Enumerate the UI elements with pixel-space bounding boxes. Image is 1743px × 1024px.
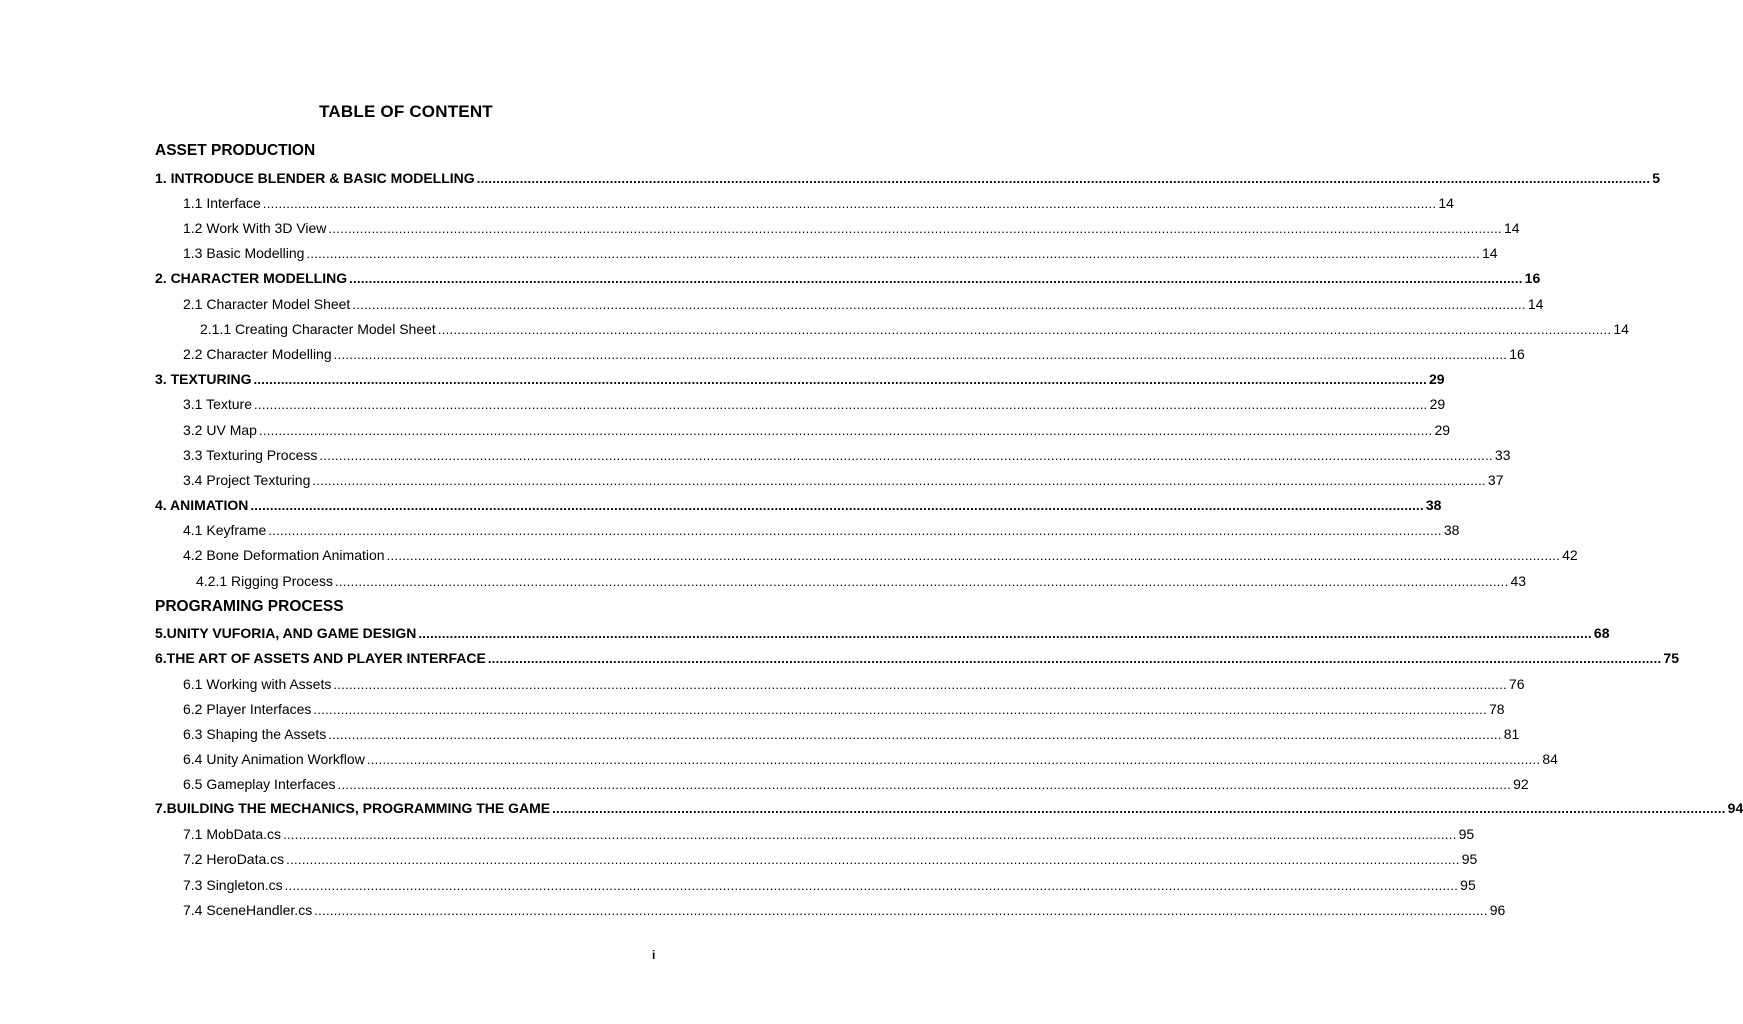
dot-leader: ............................................................................................................................................................................................................................................................................................................ [418, 626, 1592, 641]
dot-leader: ............................................................................................................................................................................................................................................................................................................ [487, 651, 1662, 666]
dot-leader: ............................................................................................................................................................................................................................................................................................................ [319, 448, 1493, 463]
dot-leader: ............................................................................................................................................................................................................................................................................................................ [254, 397, 1428, 412]
toc-entry-label: 3.2 UV Map [183, 422, 257, 438]
dot-leader: ............................................................................................................................................................................................................................................................................................................ [349, 271, 1523, 286]
toc-entry[interactable] [155, 799, 1743, 817]
toc-entry[interactable] [183, 825, 1475, 843]
toc-entry-label: 6.2 Player Interfaces [183, 701, 312, 717]
toc-entry-label: 1.1 Interface [183, 195, 261, 211]
dot-leader: ............................................................................................................................................................................................................................................................................................................ [476, 171, 1651, 186]
toc-entry-page: 75 [1663, 650, 1679, 666]
section-heading-programing-process: PROGRAMING PROCESS [155, 598, 344, 615]
dot-leader: ............................................................................................................................................................................................................................................................................................................ [284, 878, 1459, 893]
toc-entry[interactable] [183, 471, 1504, 489]
toc-entry[interactable] [183, 775, 1529, 793]
toc-entry-label: 2. CHARACTER MODELLING [155, 270, 348, 286]
toc-entry-page: 33 [1494, 447, 1511, 463]
toc-entry-page: 43 [1510, 573, 1527, 589]
toc-entry-page: 42 [1562, 547, 1578, 563]
toc-entry[interactable] [183, 345, 1525, 363]
toc-entry[interactable] [155, 169, 1661, 187]
dot-leader: ............................................................................................................................................................................................................................................................................................................ [262, 196, 1437, 211]
toc-entry[interactable] [183, 446, 1511, 464]
toc-entry-label: 4. ANIMATION [155, 497, 249, 513]
toc-entry-label: 3.1 Texture [183, 396, 253, 412]
toc-entry-label: 7.4 SceneHandler.cs [183, 902, 313, 918]
toc-entry[interactable] [183, 850, 1478, 868]
dot-leader: ............................................................................................................................................................................................................................................................................................................ [268, 523, 1442, 538]
dot-leader: ............................................................................................................................................................................................................................................................................................................ [286, 852, 1460, 867]
dot-leader: ............................................................................................................................................................................................................................................................................................................ [328, 727, 1502, 742]
toc-entry-label: 5.UNITY VUFORIA, AND GAME DESIGN [155, 625, 417, 641]
dot-leader: ............................................................................................................................................................................................................................................................................................................ [366, 752, 1541, 767]
dot-leader: ............................................................................................................................................................................................................................................................................................................ [283, 827, 1457, 842]
toc-entry-label: 7.1 MobData.cs [183, 826, 282, 842]
toc-entry-label: 1.3 Basic Modelling [183, 245, 305, 261]
toc-entry-page: 16 [1524, 270, 1541, 286]
toc-entry-page: 78 [1488, 701, 1505, 717]
toc-entry[interactable] [155, 269, 1541, 287]
toc-entry-page: 29 [1434, 422, 1451, 438]
dot-leader: ............................................................................................................................................................................................................................................................................................................ [334, 574, 1509, 589]
dot-leader: ............................................................................................................................................................................................................................................................................................................ [333, 347, 1508, 362]
toc-entry[interactable] [183, 700, 1505, 718]
toc-entry-label: 7.3 Singleton.cs [183, 877, 283, 893]
toc-entry[interactable] [183, 546, 1578, 564]
toc-entry[interactable] [196, 572, 1527, 590]
toc-entry[interactable] [155, 496, 1442, 514]
toc-entry-page: 38 [1443, 522, 1460, 538]
dot-leader: ............................................................................................................................................................................................................................................................................................................ [333, 677, 1507, 692]
toc-entry-label: 7.BUILDING THE MECHANICS, PROGRAMMING THE GAME [155, 800, 551, 816]
toc-entry-page: 14 [1481, 245, 1498, 261]
toc-entry-page: 76 [1508, 676, 1525, 692]
toc-entry[interactable] [183, 395, 1446, 413]
toc-entry-label: 6.5 Gameplay Interfaces [183, 776, 336, 792]
toc-entry-label: 6.4 Unity Animation Workflow [183, 751, 365, 767]
toc-entry-label: 2.1 Character Model Sheet [183, 296, 351, 312]
dot-leader: ............................................................................................................................................................................................................................................................................................................ [253, 372, 1428, 387]
page-number: i [652, 948, 656, 962]
dot-leader: ............................................................................................................................................................................................................................................................................................................ [258, 423, 1433, 438]
section-heading-asset-production: ASSET PRODUCTION [155, 142, 316, 159]
dot-leader: ............................................................................................................................................................................................................................................................................................................ [386, 548, 1561, 563]
toc-entry-page: 38 [1425, 497, 1442, 513]
toc-entry-label: 6.1 Working with Assets [183, 676, 332, 692]
toc-entry-page: 95 [1458, 826, 1475, 842]
toc-entry[interactable] [155, 649, 1679, 667]
toc-entry-page: 94 [1727, 800, 1743, 816]
dot-leader: ............................................................................................................................................................................................................................................................................................................ [314, 903, 1488, 918]
toc-entry-page: 84 [1542, 751, 1558, 767]
toc-entry[interactable] [183, 244, 1498, 262]
dot-leader: ............................................................................................................................................................................................................................................................................................................ [250, 498, 1424, 513]
toc-entry[interactable] [183, 295, 1544, 313]
dot-leader: ............................................................................................................................................................................................................................................................................................................ [306, 246, 1480, 261]
toc-entry[interactable] [183, 876, 1476, 894]
toc-entry-page: 29 [1429, 396, 1446, 412]
toc-entry-page: 96 [1489, 902, 1506, 918]
toc-entry[interactable] [183, 901, 1506, 919]
toc-entry-page: 16 [1509, 346, 1525, 362]
toc-entry-label: 3. TEXTURING [155, 371, 252, 387]
toc-entry-page: 14 [1527, 296, 1544, 312]
toc-entry-label: 1. INTRODUCE BLENDER & BASIC MODELLING [155, 170, 475, 186]
toc-entry-page: 37 [1487, 472, 1504, 488]
toc-entry[interactable] [183, 194, 1454, 212]
toc-entry-page: 14 [1503, 220, 1520, 236]
toc-entry[interactable] [155, 370, 1445, 388]
toc-entry-label: 3.3 Texturing Process [183, 447, 318, 463]
toc-entry-page: 14 [1438, 195, 1454, 211]
toc-entry-label: 1.2 Work With 3D View [183, 220, 327, 236]
dot-leader: ............................................................................................................................................................................................................................................................................................................ [313, 702, 1487, 717]
toc-entry[interactable] [183, 675, 1525, 693]
toc-entry-label: 2.2 Character Modelling [183, 346, 332, 362]
toc-entry-label: 7.2 HeroData.cs [183, 851, 285, 867]
toc-entry-page: 81 [1503, 726, 1520, 742]
dot-leader: ............................................................................................................................................................................................................................................................................................................ [437, 322, 1612, 337]
toc-entry-label: 6.THE ART OF ASSETS AND PLAYER INTERFACE [155, 650, 486, 666]
toc-entry-page: 95 [1460, 877, 1476, 893]
dot-leader: ............................................................................................................................................................................................................................................................................................................ [337, 777, 1512, 792]
toc-entry[interactable] [183, 521, 1460, 539]
page-title: TABLE OF CONTENT [319, 102, 493, 121]
toc-entry-label: 6.3 Shaping the Assets [183, 726, 327, 742]
toc-entry-page: 92 [1513, 776, 1529, 792]
dot-leader: ............................................................................................................................................................................................................................................................................................................ [328, 221, 1502, 236]
toc-entry-page: 29 [1429, 371, 1445, 387]
toc-entry[interactable] [183, 421, 1451, 439]
toc-entry-label: 4.2.1 Rigging Process [196, 573, 333, 589]
toc-entry[interactable] [183, 219, 1520, 237]
toc-entry-page: 14 [1613, 321, 1629, 337]
dot-leader: ............................................................................................................................................................................................................................................................................................................ [552, 801, 1726, 816]
toc-entry[interactable] [200, 320, 1629, 338]
toc-entry[interactable] [183, 750, 1558, 768]
toc-entry[interactable] [155, 624, 1610, 642]
toc-entry-label: 2.1.1 Creating Character Model Sheet [200, 321, 436, 337]
toc-entry[interactable] [183, 725, 1520, 743]
toc-entry-page: 5 [1652, 170, 1661, 186]
toc-entry-label: 3.4 Project Texturing [183, 472, 311, 488]
dot-leader: ............................................................................................................................................................................................................................................................................................................ [312, 473, 1486, 488]
toc-entry-label: 4.1 Keyframe [183, 522, 267, 538]
toc-entry-label: 4.2 Bone Deformation Animation [183, 547, 385, 563]
dot-leader: ............................................................................................................................................................................................................................................................................................................ [352, 297, 1526, 312]
toc-entry-page: 68 [1593, 625, 1610, 641]
toc-entry-page: 95 [1461, 851, 1478, 867]
